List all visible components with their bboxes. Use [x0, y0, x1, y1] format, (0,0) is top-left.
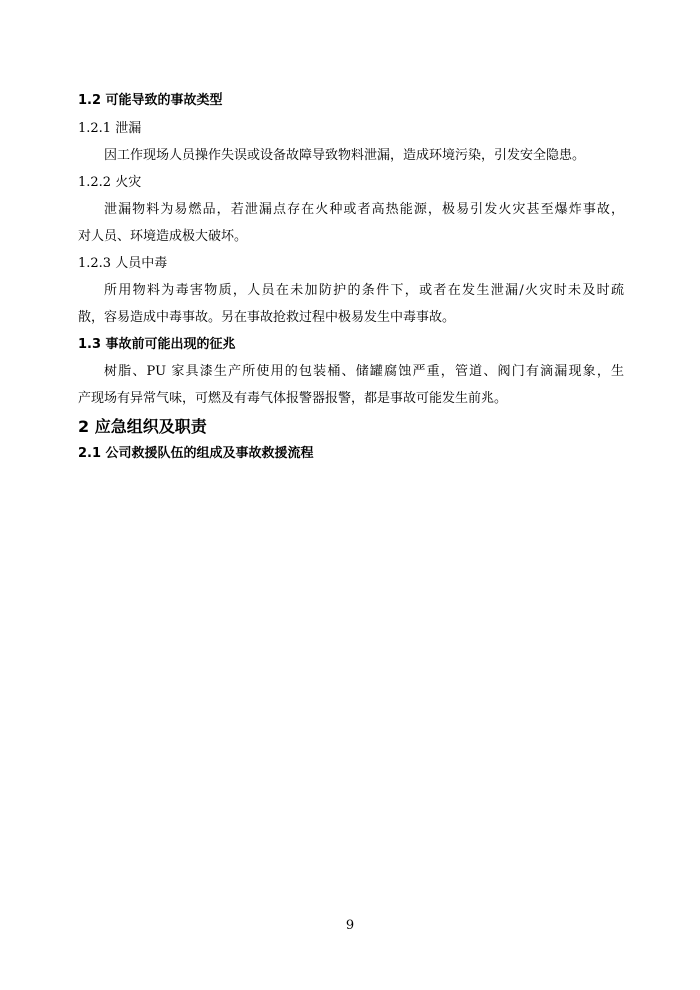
heading-2: 2 应急组织及职责	[78, 417, 207, 436]
paragraph-fire-line-1: 泄漏物料为易燃品，若泄漏点存在火种或者高热能源，极易引发火灾甚至爆炸事故，	[104, 202, 624, 217]
paragraph-leak: 因工作现场人员操作失误或设备故障导致物料泄漏，造成环境污染，引发安全隐患。	[104, 148, 586, 163]
heading-1-3: 1.3 事故前可能出现的征兆	[78, 337, 236, 352]
heading-1-2-2: 1.2.2 火灾	[78, 175, 142, 190]
paragraph-signs-line-2: 产现场有异常气味，可燃及有毒气体报警器报警，都是事故可能发生前兆。	[78, 391, 508, 406]
paragraph-poisoning-line-2: 散，容易造成中毒事故。另在事故抢救过程中极易发生中毒事故。	[78, 310, 456, 325]
heading-2-1: 2.1 公司救援队伍的组成及事故救援流程	[78, 446, 314, 461]
heading-1-2: 1.2 可能导致的事故类型	[78, 93, 223, 108]
heading-1-2-1: 1.2.1 泄漏	[78, 121, 142, 136]
page-number: 9	[345, 918, 355, 933]
heading-1-2-3: 1.2.3 人员中毒	[78, 256, 168, 271]
paragraph-fire-line-2: 对人员、环境造成极大破坏。	[78, 229, 248, 244]
paragraph-signs-line-1: 树脂、PU 家具漆生产所使用的包装桶、储罐腐蚀严重，管道、阀门有滴漏现象，生	[104, 364, 624, 379]
paragraph-poisoning-line-1: 所用物料为毒害物质，人员在未加防护的条件下，或者在发生泄漏/火灾时未及时疏	[104, 283, 624, 298]
